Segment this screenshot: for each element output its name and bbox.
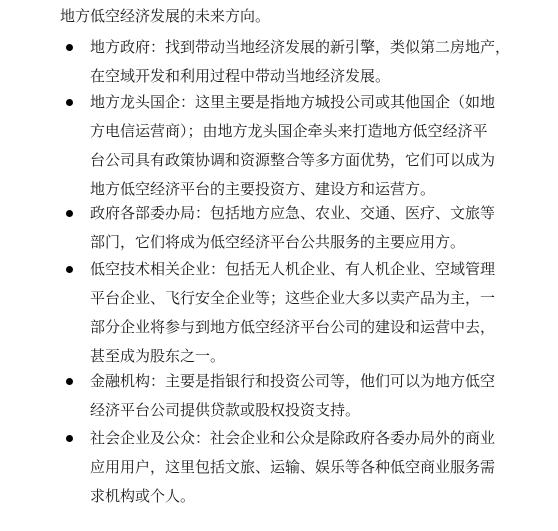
bullet-dot-icon — [66, 435, 73, 442]
bullet-item-text — [90, 199, 530, 257]
text-line: 台公司具有政策协调和资源整合等多方面优势，它们可以成为 — [90, 151, 496, 169]
text-line: 社会企业及公众：社会企业和公众是除政府各委办局外的商业 — [90, 429, 496, 447]
text-line: 低空技术相关企业：包括无人机企业、有人机企业、空域管理 — [90, 260, 496, 278]
bullet-dot-icon — [66, 99, 73, 106]
bullet-dot-icon — [66, 266, 73, 273]
text-line: 甚至成为股东之一。 — [90, 347, 226, 365]
text-line: 经济平台公司提供贷款或股权投资支持。 — [90, 401, 361, 419]
bullet-item-text — [90, 424, 530, 511]
text-line: 地方龙头国企：这里主要是指地方城投公司或其他国企（如地 — [90, 93, 496, 111]
text-line: 地方政府：找到带动当地经济发展的新引擎，类似第二房地产， — [90, 38, 511, 56]
text-line: 应用用户，这里包括文旅、运输、娱乐等各种低空商业服务需 — [90, 458, 496, 476]
text-line: 平台企业、飞行安全企业等；这些企业大多以卖产品为主，一 — [90, 289, 496, 307]
text-line: 部分企业将参与到地方低空经济平台公司的建设和运营中去， — [90, 318, 496, 336]
text-line: 政府各部委办局：包括地方应急、农业、交通、医疗、文旅等 — [90, 204, 496, 222]
bullet-item-text — [90, 367, 530, 425]
text-line: 在空域开发和利用过程中带动当地经济发展。 — [90, 67, 391, 85]
text-line: 求机构或个人。 — [90, 487, 196, 505]
text-line: 地方低空经济平台的主要投资方、建设方和运营方。 — [90, 180, 436, 198]
bullet-item-text — [90, 88, 530, 204]
bullet-dot-icon — [66, 210, 73, 217]
bullet-item-text — [90, 33, 530, 91]
intro-line: 地方低空经济发展的未来方向。 — [60, 7, 271, 25]
text-line: 方电信运营商）；由地方龙头国企牵头来打造地方低空经济平 — [90, 122, 488, 140]
text-line: 部门，它们将成为低空经济平台公共服务的主要应用方。 — [90, 233, 466, 251]
bullet-dot-icon — [66, 44, 73, 51]
bullet-item-text — [90, 255, 530, 371]
bullet-dot-icon — [66, 378, 73, 385]
text-line: 金融机构：主要是指银行和投资公司等，他们可以为地方低空 — [90, 372, 496, 390]
